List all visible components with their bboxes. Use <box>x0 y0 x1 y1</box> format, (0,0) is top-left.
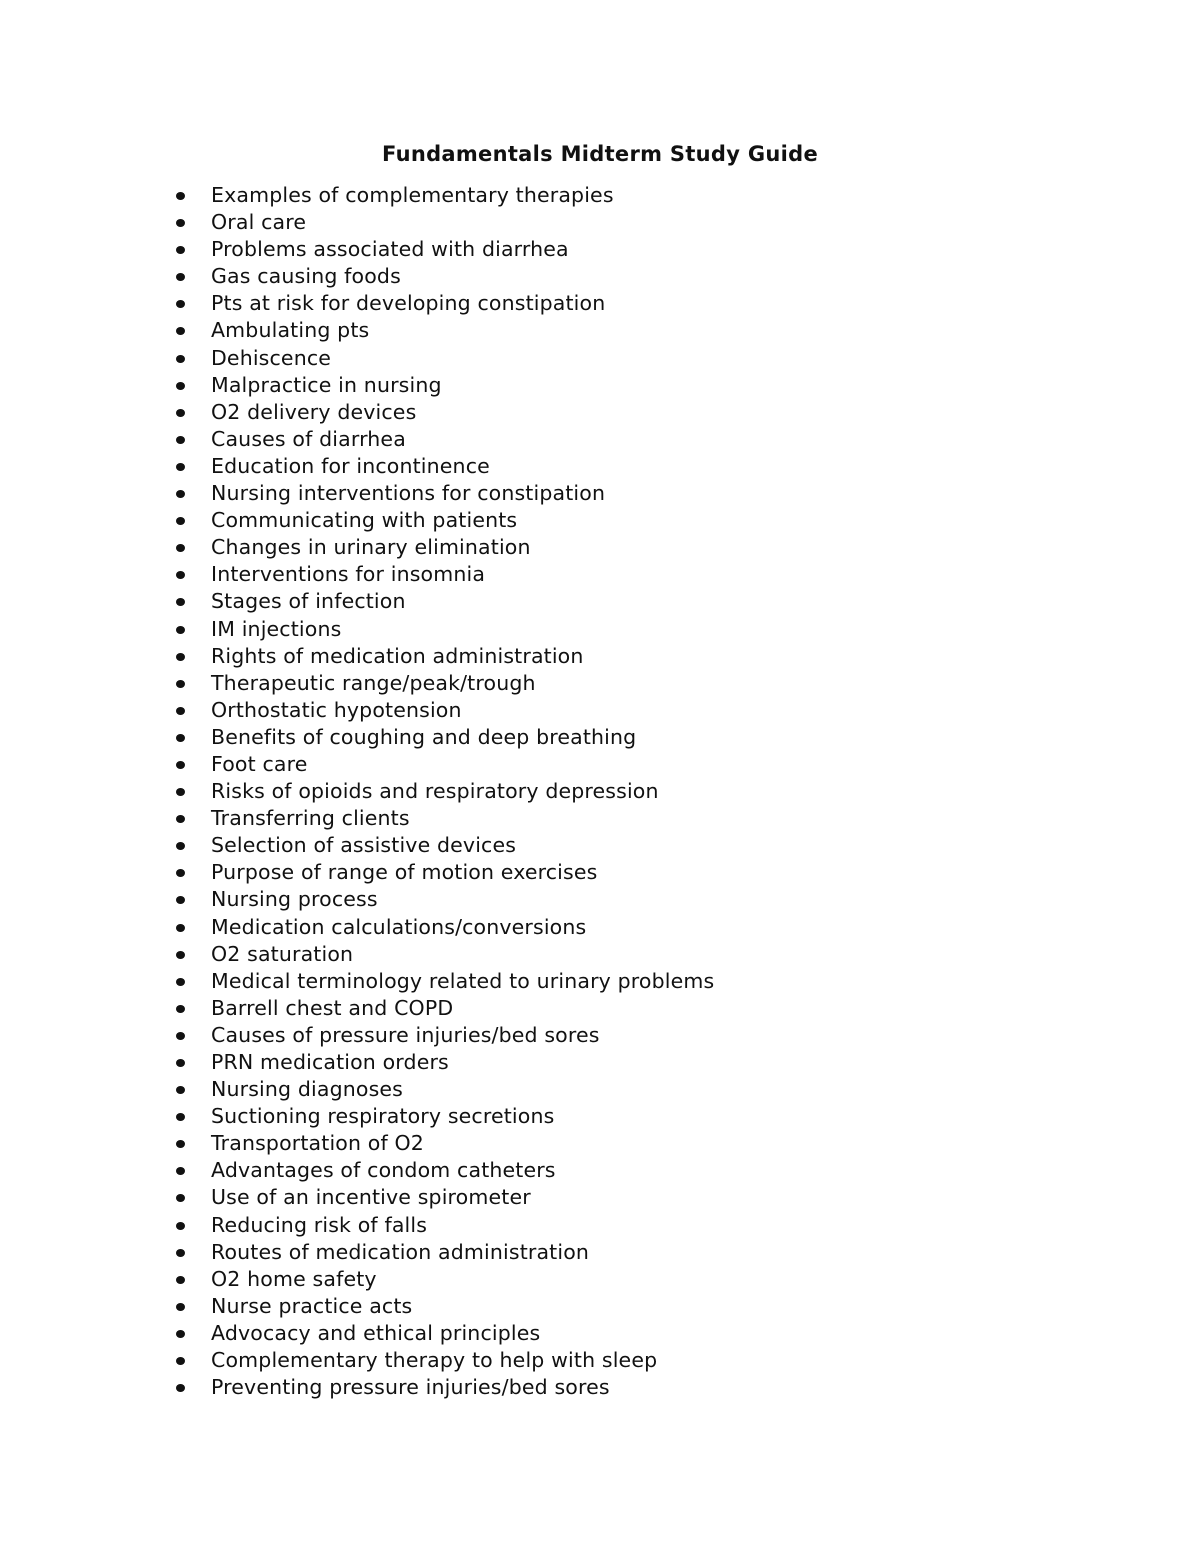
list-item-text: Purpose of range of motion exercises <box>211 860 598 885</box>
list-item-text: O2 delivery devices <box>211 399 417 424</box>
bullet-icon <box>176 1194 185 1202</box>
list-item <box>174 1076 714 1103</box>
bullet-icon <box>176 815 185 823</box>
list-item <box>174 670 714 697</box>
list-item <box>174 426 714 453</box>
bullet-icon <box>176 707 185 715</box>
list-item <box>174 209 714 236</box>
bullet-icon <box>176 598 185 606</box>
list-item <box>174 1239 714 1266</box>
list-item <box>174 1347 714 1374</box>
bullet-icon <box>176 571 185 579</box>
bullet-icon <box>176 1086 185 1094</box>
list-item-text: Communicating with patients <box>211 508 518 533</box>
list-item-text: Suctioning respiratory secretions <box>211 1104 555 1129</box>
bullet-icon <box>176 1330 185 1338</box>
bullet-icon <box>176 896 185 904</box>
list-item-text: Therapeutic range/peak/trough <box>211 670 536 695</box>
list-item-text: Problems associated with diarrhea <box>211 237 569 262</box>
list-item-text: Gas causing foods <box>211 264 401 289</box>
list-item-text: Benefits of coughing and deep breathing <box>211 724 637 749</box>
list-item <box>174 1374 714 1401</box>
list-item <box>174 290 714 317</box>
list-item <box>174 453 714 480</box>
bullet-icon <box>176 409 185 417</box>
list-item <box>174 914 714 941</box>
list-item-text: Nursing interventions for constipation <box>211 481 606 506</box>
bullet-icon <box>176 734 185 742</box>
list-item <box>174 859 714 886</box>
list-item <box>174 345 714 372</box>
bullet-icon <box>176 517 185 525</box>
list-item-text: Examples of complementary therapies <box>211 183 614 207</box>
list-item <box>174 399 714 426</box>
list-item-text: Causes of pressure injuries/bed sores <box>211 1022 600 1047</box>
list-item-text: Preventing pressure injuries/bed sores <box>211 1375 610 1400</box>
list-item <box>174 724 714 751</box>
list-item <box>174 480 714 507</box>
bullet-icon <box>176 544 185 552</box>
list-item-text: Medication calculations/conversions <box>211 914 587 939</box>
list-item <box>174 317 714 344</box>
list-item-text: Transportation of O2 <box>211 1131 424 1156</box>
list-item-text: Use of an incentive spirometer <box>211 1185 531 1210</box>
list-item <box>174 995 714 1022</box>
bullet-icon <box>176 951 185 959</box>
bullet-icon <box>176 788 185 796</box>
bullet-icon <box>176 626 185 634</box>
bullet-icon <box>176 1303 185 1311</box>
list-item-text: Risks of opioids and respiratory depression <box>211 779 659 804</box>
bullet-icon <box>176 246 185 254</box>
list-item-text: Foot care <box>211 751 308 776</box>
list-item-text: Changes in urinary elimination <box>211 535 531 560</box>
list-item-text: Barrell chest and COPD <box>211 995 454 1020</box>
list-item <box>174 643 714 670</box>
bullet-icon <box>176 436 185 444</box>
list-item-text: Transferring clients <box>211 806 410 831</box>
bullet-icon <box>176 219 185 227</box>
bullet-icon <box>176 761 185 769</box>
list-item-text: Ambulating pts <box>211 318 370 343</box>
list-item-text: O2 home safety <box>211 1266 377 1291</box>
list-item <box>174 751 714 778</box>
bullet-icon <box>176 1167 185 1175</box>
list-item <box>174 778 714 805</box>
topic-list <box>174 182 714 1401</box>
bullet-icon <box>176 273 185 281</box>
bullet-icon <box>176 1140 185 1148</box>
bullet-icon <box>176 192 185 200</box>
list-item <box>174 1103 714 1130</box>
list-item <box>174 616 714 643</box>
document-title: Fundamentals Midterm Study Guide <box>381 142 819 166</box>
list-item-text: Nursing process <box>211 887 378 912</box>
list-item <box>174 832 714 859</box>
bullet-icon <box>176 680 185 688</box>
bullet-icon <box>176 653 185 661</box>
bullet-icon <box>176 355 185 363</box>
list-item-text: Medical terminology related to urinary problems <box>211 968 715 993</box>
list-item <box>174 968 714 995</box>
bullet-icon <box>176 869 185 877</box>
bullet-icon <box>176 978 185 986</box>
list-item-text: Nursing diagnoses <box>211 1077 403 1102</box>
bullet-icon <box>176 463 185 471</box>
list-item <box>174 507 714 534</box>
list-item-text: O2 saturation <box>211 941 354 966</box>
bullet-icon <box>176 1059 185 1067</box>
bullet-icon <box>176 924 185 932</box>
bullet-icon <box>176 1249 185 1257</box>
bullet-icon <box>176 490 185 498</box>
bullet-icon <box>176 1384 185 1392</box>
list-item <box>174 372 714 399</box>
bullet-icon <box>176 1357 185 1365</box>
list-item-text: Stages of infection <box>211 589 406 614</box>
list-item-text: Malpractice in nursing <box>211 372 442 397</box>
list-item-text: Complementary therapy to help with sleep <box>211 1348 658 1373</box>
list-item <box>174 1130 714 1157</box>
bullet-icon <box>176 1113 185 1121</box>
list-item <box>174 941 714 968</box>
list-item-text: Nurse practice acts <box>211 1293 413 1318</box>
list-item-text: Routes of medication administration <box>211 1239 590 1264</box>
list-item <box>174 534 714 561</box>
list-item-text: PRN medication orders <box>211 1050 449 1074</box>
list-item <box>174 697 714 724</box>
list-item-text: Advantages of condom catheters <box>211 1158 556 1183</box>
list-item <box>174 263 714 290</box>
list-item-text: Oral care <box>211 210 307 235</box>
list-item <box>174 182 714 209</box>
list-item-text: Causes of diarrhea <box>211 426 406 451</box>
list-item <box>174 1212 714 1239</box>
list-item <box>174 805 714 832</box>
bullet-icon <box>176 1005 185 1013</box>
list-item <box>174 1184 714 1211</box>
list-item-text: IM injections <box>211 616 342 641</box>
list-item-text: Advocacy and ethical principles <box>211 1320 541 1345</box>
bullet-icon <box>176 1222 185 1230</box>
list-item-text: Reducing risk of falls <box>211 1212 428 1237</box>
bullet-icon <box>176 300 185 308</box>
list-item <box>174 1049 714 1076</box>
list-item-text: Dehiscence <box>211 345 332 370</box>
list-item <box>174 1320 714 1347</box>
list-item-text: Rights of medication administration <box>211 643 584 668</box>
list-item <box>174 886 714 913</box>
list-item <box>174 561 714 588</box>
bullet-icon <box>176 327 185 335</box>
list-item <box>174 1157 714 1184</box>
bullet-icon <box>176 842 185 850</box>
list-item <box>174 236 714 263</box>
list-item <box>174 1293 714 1320</box>
list-item <box>174 1022 714 1049</box>
list-item-text: Education for incontinence <box>211 453 490 478</box>
bullet-icon <box>176 1276 185 1284</box>
list-item-text: Pts at risk for developing constipation <box>211 291 606 316</box>
list-item <box>174 588 714 615</box>
bullet-icon <box>176 1032 185 1040</box>
list-item-text: Selection of assistive devices <box>211 833 517 858</box>
list-item-text: Interventions for insomnia <box>211 562 486 587</box>
list-item <box>174 1266 714 1293</box>
bullet-icon <box>176 382 185 390</box>
list-item-text: Orthostatic hypotension <box>211 697 462 722</box>
